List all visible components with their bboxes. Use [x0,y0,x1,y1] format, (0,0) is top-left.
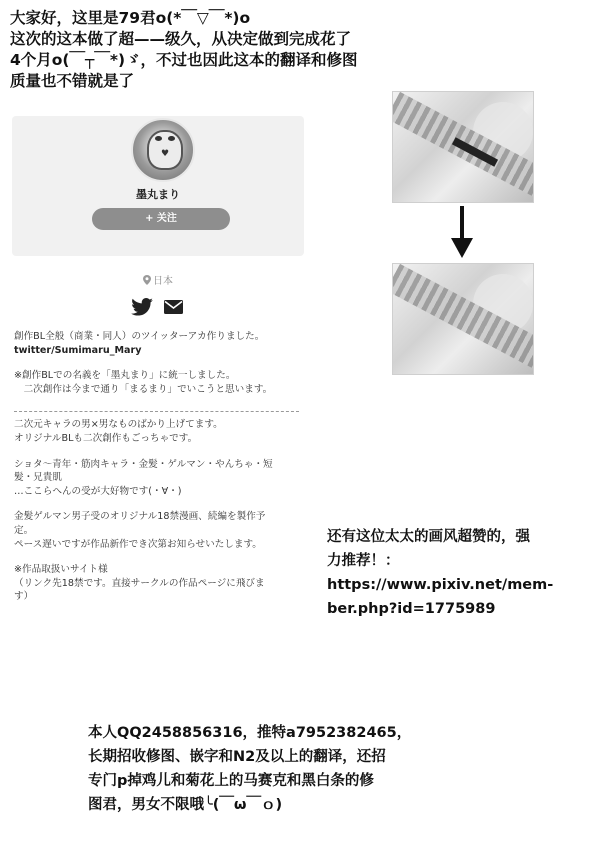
social-links [131,298,187,318]
bio-line: オリジナルBLも二次創作もごっちゃです。 [14,432,198,444]
bio-line: 金髪ゲルマン男子受のオリジナル18禁漫画、続編を製作予 [14,511,266,523]
twitter-handle[interactable]: twitter/Sumimaru_Mary [14,344,142,356]
contact-line: 长期招收修图、嵌字和N2及以上的翻译，还招 [88,749,386,765]
bio-line: 創作BL全般（商業・同人）のツイッターアカ作りました。 [14,331,265,342]
bio-line: ペース遅いですが作品新作でき次第お知らせいたします。 [14,538,262,550]
heart-icon: ♥ [161,149,170,159]
intro-text [10,8,450,92]
recommendation-text [327,525,595,621]
intro-line: 4个月o(￣┬￣*)ゞ，不过也因此这本的翻译和修图 [10,51,358,69]
bio-line: 髪・兄貴肌 [14,472,62,484]
bio-spacer [14,396,306,408]
avatar-eye [155,136,162,141]
bio-line: 二次元キャラの男×男なものばかり上げてます。 [14,419,223,431]
bio-line: ※創作BLでの名義を「墨丸まり」に統一しました。 [14,370,236,382]
pixiv-link[interactable]: https://www.pixiv.net/mem- [327,577,554,593]
bio-line: …ここらへんの受が大好物です(・∀・) [14,485,182,497]
bio-line: ショタ～青年・筋肉キャラ・金髪・ゲルマン・やんちゃ・短 [14,458,273,470]
location-text: 日本 [153,276,173,287]
contact-line: 图君，男女不限哦╰(￣ω￣ｏ) [88,797,283,813]
bio-divider [14,411,299,412]
intro-line: 这次的这本做了超——级久，从决定做到完成花了 [10,30,352,48]
follow-button[interactable]: + 关注 [92,208,230,230]
contact-line: 专门p掉鸡儿和菊花上的马赛克和黑白条的修 [88,773,374,789]
comparison-image-before [392,91,534,203]
bio-line: 定。 [14,524,34,536]
mail-icon[interactable] [164,300,183,314]
recommend-line: 还有这位太太的画风超赞的，强 [327,529,530,545]
avatar-eye [168,136,175,141]
profile-bio [14,330,306,604]
avatar[interactable] [131,118,195,182]
recommend-line: 力推荐！： [327,553,400,569]
bio-spacer [14,498,306,510]
map-pin-icon [143,275,151,285]
profile-card [12,116,304,256]
bio-line: す） [14,591,34,603]
contact-line: 本人QQ2458856316，推特a7952382465， [88,725,412,741]
bio-spacer [14,446,306,458]
intro-line: 质量也不错就是了 [10,72,135,90]
comparison-image-after [392,263,534,375]
bio-line: 二次創作は今まで通り「まるまり」でいこうと思います。 [14,383,273,395]
bio-spacer [14,357,306,369]
bio-line: ※作品取扱いサイト様 [14,564,108,576]
intro-line: 大家好，这里是79君o(*￣▽￣*)o [10,9,251,27]
user-name[interactable]: 墨丸まり [136,188,180,201]
bio-line: （リンク先18禁です。直接サークルの作品ページに飛びま [14,577,265,589]
twitter-icon[interactable] [131,298,153,316]
contact-text [88,721,528,817]
location [12,272,304,287]
bio-spacer [14,551,306,563]
arrow-down-icon [451,206,473,258]
pixiv-link[interactable]: ber.php?id=1775989 [327,601,496,617]
